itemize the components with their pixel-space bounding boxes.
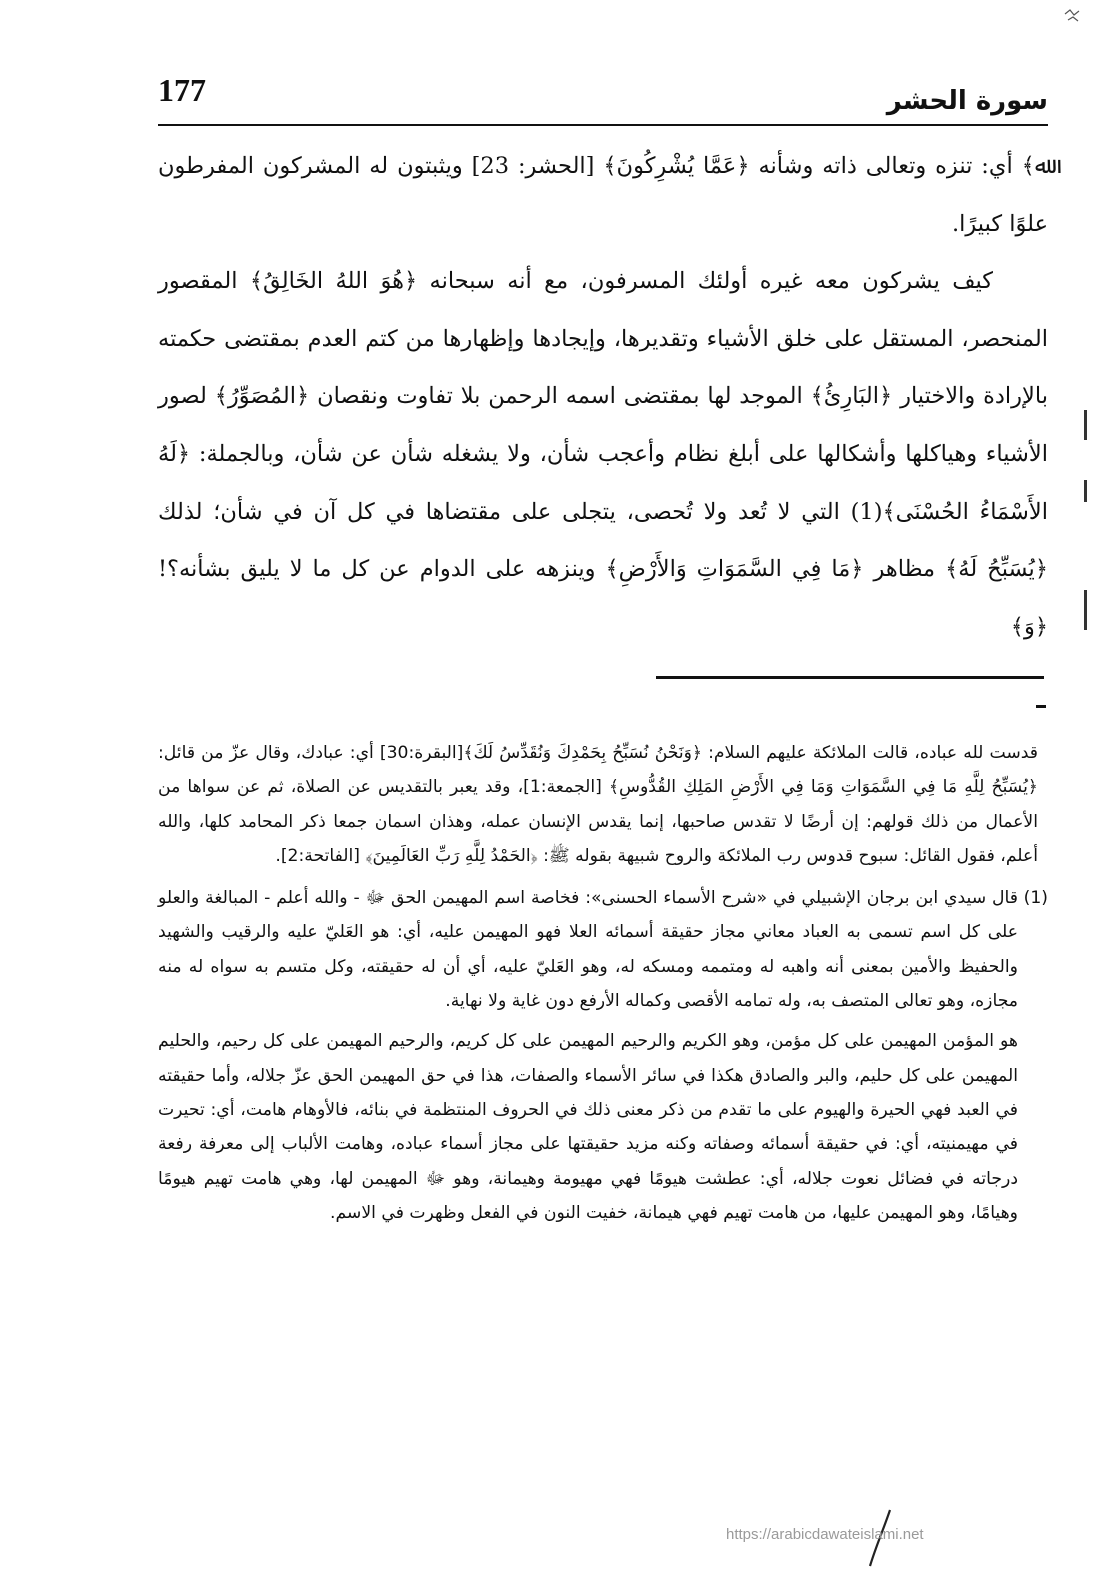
footnote-1: [158, 881, 1048, 1018]
footnote-divider: [656, 676, 1044, 679]
main-paragraph: ﷲ﴾ أي: تنزه وتعالى ذاته وشأنه ﴿عَمَّا يُشْرِكُونَ﴾ [الحشر: 23] ويثبتون له المشركون المفرطون علوًا كبيرًا.: [158, 153, 1049, 237]
page-number: 177: [158, 72, 206, 108]
page-header: [158, 62, 1048, 122]
footnote-continued: قدست لله عباده، قالت الملائكة عليهم السلام: ﴿وَنَحْنُ نُسَبِّحُ بِحَمْدِكَ وَنُقَدِّسُ لَكَ﴾[البقرة:30] أي: عبادك، وقال عزّ من قائل: ﴿يُسَبِّحُ لِلَّهِ مَا فِي السَّمَوَاتِ وَمَا فِي الأَرْضِ المَلِكِ القُدُّوسِ﴾ [الجمعة:1]، وقد يعبر بالتقديس عن الصلاة، ثم عن سواها من الأعمال من ذلك قولهم: إن أرضًا لا تقدس صاحبها، إنما يقدس الإنسان عمله، وهذان اسمان جمعا ذكر المحامد كلها، والله أعلم، فقول القائل: سبوح قدوس رب الملائكة والروح شبيهة بقوله ﷺ: ﴿الحَمْدُ لِلَّهِ رَبِّ العَالَمِينَ﴾ [الفاتحة:2].: [158, 743, 1038, 866]
footnote-paragraph: هو المؤمن المهيمن على كل مؤمن، وهو الكريم والرحيم المهيمن على كل كريم، والرحيم المهيمن على كل رحيم، والحليم المهيمن على كل حليم، والبر والصادق هكذا في سائر الأسماء والصفات، هذا في حق المهيمن الحق عزّ جلاله، وأما حقيقته في العبد فهي الحيرة والهيوم على ما تقدم من ذكر معنى ذلك في الحروف المنتظمة في بنائه، فالأوهام هامت، أي: تحيرت في مهيمنيته، أي: في حقيقة أسمائه وصفاته وكنه مزيد حقيقتها على مجاز أسماء عباده، وهامت الألباب إلى معرفة رفعة درجاته في فضائل نعوت جلاله، أي: عطشت هيومًا فهي مهيومة وهيمانة، وهو ﷻ المهيمن لها، وهي هامت تهيم هيومًا وهيامًا، وهو المهيمن عليها، من هامت تهيم فهي هيمانة، خفيت النون في الفعل وظهرت في الاسم.: [158, 1031, 1018, 1223]
main-paragraph: كيف يشركون معه غيره أولئك المسرفون، مع أنه سبحانه ﴿هُوَ اللهُ الخَالِقُ﴾ المقصور المنحصر، المستقل على خلق الأشياء وتقديرها، وإيجادها وإظهارها من كتم العدم بمقتضى حكمته بالإرادة والاختيار ﴿البَارِئُ﴾ الموجد لها بمقتضى اسمه الرحمن بلا تفاوت ونقصان ﴿المُصَوِّرُ﴾ لصور الأشياء وهياكلها وأشكالها على أبلغ نظام وأعجب شأن، ولا يشغله شأن عن شأن، وبالجملة: ﴿لَهُ الأَسْمَاءُ الحُسْنَى﴾(1) التي لا تُعد ولا تُحصى، يتجلى على مقتضاها في كل آن في شأن؛ لذلك ﴿يُسَبِّحُ لَهُ﴾ مظاهر ﴿مَا فِي السَّمَوَاتِ وَالأَرْضِ﴾ وينزهه على الدوام عن كل ما لا يليق بشأنه؟! ﴿وَ﴾: [158, 268, 1048, 640]
scan-mark: [1036, 705, 1046, 708]
scan-corner-mark: [1062, 6, 1084, 26]
main-text: [158, 138, 1048, 656]
footnote-text: قال سيدي ابن برجان الإشبيلي في «شرح الأسماء الحسنى»: فخاصة اسم المهيمن الحق ﷻ - والله أعلم - المبالغة والعلو على كل اسم تسمى به العباد معاني مجاز حقيقة أسمائه العلا فهو المهيمن عليه، أي: هو العَليّ عليه والرقيب والشهيد والحفيظ والأمين بمعنى أنه واهبه له ومتممه ومسكه له، وهو العَليّ عليه، أي أن له حقيقته، وكل متسم به سواه له منه مجازه، وهو تعالى المتصف به، وله تمامه الأقصى وكماله الأرفع دون غاية ولا نهاية.: [158, 888, 1018, 1012]
scan-margin-marks: [1080, 410, 1096, 650]
watermark: https://arabicdawateislami.net: [726, 1526, 924, 1543]
surah-title: سورة الحشر: [886, 86, 1048, 116]
footnote-number: (1): [1023, 888, 1048, 909]
header-divider: [158, 124, 1048, 126]
footnotes: [158, 736, 1048, 1230]
